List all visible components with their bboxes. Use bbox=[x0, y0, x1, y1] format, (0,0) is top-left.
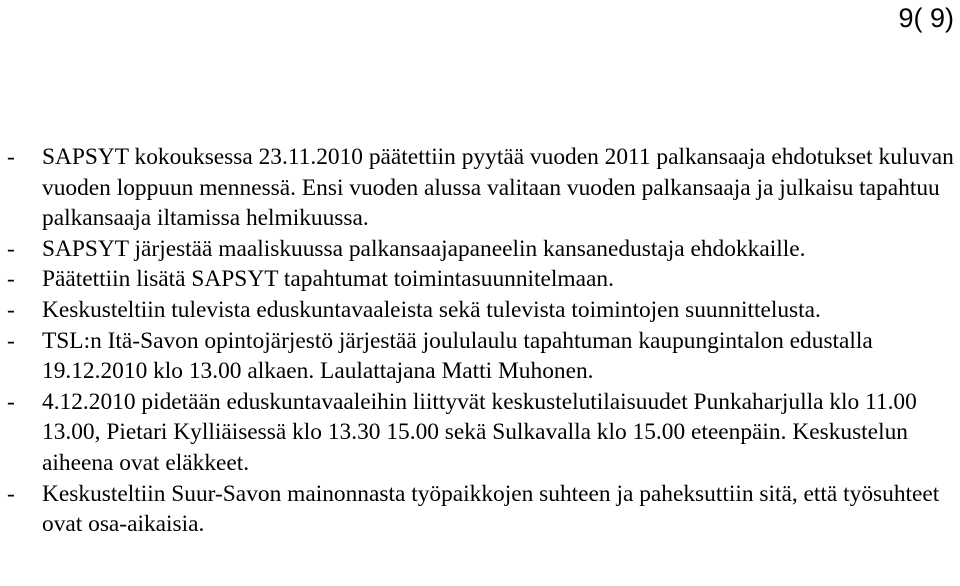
bullet-text: SAPSYT kokouksessa 23.11.2010 päätettiin pyytää vuoden 2011 palkansaaja ehdotukset kuluvan vuoden loppuun mennessä. Ensi vuoden alussa valitaan vuoden palkansaaja ja julkaisu tapahtuu palkansaaja iltamissa helmikuussa. bbox=[42, 144, 954, 232]
page-number: 9( 9) bbox=[898, 3, 954, 33]
bullet-text: Keskusteltiin Suur-Savon mainonnasta työpaikkojen suhteen ja paheksuttiin sitä, että työsuhteet ovat osa-aikaisia. bbox=[42, 480, 940, 538]
bullet-dash: - bbox=[7, 144, 15, 170]
bullet-item-5 bbox=[0, 326, 955, 387]
bullet-text: 4.12.2010 pidetään eduskuntavaaleihin liittyvät keskustelutilaisuudet Punkaharjulla klo 11.00 13.00, Pietari Kylliäisessä klo 13.30 15.00 sekä Sulkavalla klo 15.00 eteenpäin. Keskustelun aiheena ovat eläkkeet. bbox=[42, 388, 917, 476]
bullet-dash: - bbox=[7, 388, 15, 415]
bullet-item-7 bbox=[0, 479, 955, 540]
bullet-text: SAPSYT järjestää maaliskuussa palkansaajapaneelin kansanedustaja ehdokkaille. bbox=[42, 235, 806, 262]
bullet-item-2 bbox=[0, 234, 955, 265]
bullet-item-4 bbox=[0, 295, 955, 326]
bullet-item-1 bbox=[0, 142, 955, 234]
bullet-dash: - bbox=[7, 266, 15, 293]
bullet-item-3 bbox=[0, 264, 955, 295]
bullet-dash: - bbox=[7, 235, 15, 262]
bullet-dash: - bbox=[7, 480, 15, 507]
bullet-item-6 bbox=[0, 387, 955, 479]
bullet-dash: - bbox=[7, 296, 15, 323]
bullet-text: Keskusteltiin tulevista eduskuntavaaleista sekä tulevista toimintojen suunnittelusta. bbox=[42, 296, 821, 323]
bullet-dash: - bbox=[7, 327, 15, 354]
minutes-bullet-list bbox=[0, 142, 955, 540]
bullet-text: Päätettiin lisätä SAPSYT tapahtumat toimintasuunnitelmaan. bbox=[42, 266, 614, 293]
bullet-text: TSL:n Itä-Savon opintojärjestö järjestää joululaulu tapahtuman kaupungintalon edustalla 19.12.2010 klo 13.00 alkaen. Laulattajana Matti Muhonen. bbox=[42, 327, 873, 385]
